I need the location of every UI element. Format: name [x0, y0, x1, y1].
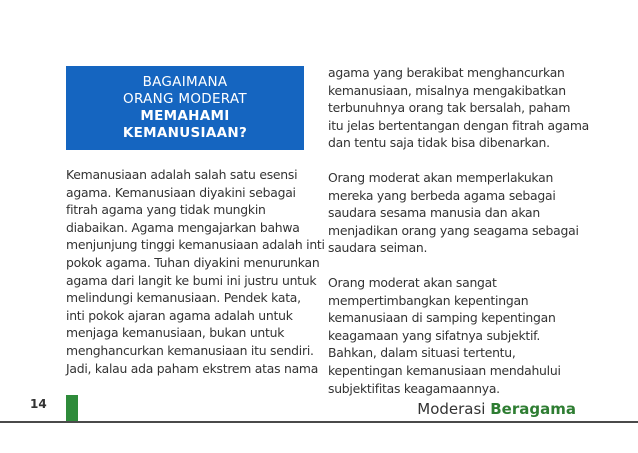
book-title-footer	[417, 400, 576, 418]
text-line: menjadikan orang yang seagama sebagai	[328, 222, 579, 238]
text-line: kemanusiaan, misalnya mengakibatkan	[328, 82, 566, 98]
text-line: agama. Kemanusiaan diyakini sebagai	[66, 184, 296, 200]
text-line: agama yang berakibat menghancurkan	[328, 65, 565, 80]
right-column-text	[328, 64, 596, 414]
title-line-3: MEMAHAMI	[140, 108, 230, 124]
title-line-1: BAGAIMANA	[142, 74, 228, 90]
text-line: Orang moderat akan sangat	[328, 274, 497, 290]
text-line: mempertimbangkan kepentingan	[328, 292, 529, 308]
green-accent-bar	[66, 395, 78, 422]
brand-bold-text: Beragama	[490, 400, 576, 418]
brand-light-text: Moderasi	[417, 400, 486, 418]
text-line: keagamaan yang sifatnya subjektif.	[328, 327, 541, 343]
section-title-box	[66, 66, 304, 150]
paragraph-3	[328, 274, 596, 397]
text-line: menjaga kemanusiaan, bukan untuk	[66, 325, 285, 341]
text-line: menghancurkan kemanusiaan itu sendiri.	[66, 342, 314, 358]
text-line: subjektifitas keagamaannya.	[328, 380, 500, 396]
text-line: agama dari langit ke bumi ini justru untuk	[66, 272, 317, 288]
left-column-text	[66, 166, 325, 377]
text-line: saudara sesama manusia dan akan	[328, 205, 541, 221]
paragraph-2	[328, 169, 596, 257]
text-line: pokok agama. Tuhan diyakini menurunkan	[66, 254, 320, 270]
text-line: kepentingan kemanusiaan mendahului	[328, 362, 561, 378]
text-line: saudara seiman.	[328, 240, 428, 256]
text-line: Jadi, kalau ada paham ekstrem atas nama	[66, 360, 319, 376]
footer-divider	[0, 421, 638, 423]
text-line: diabaikan. Agama mengajarkan bahwa	[66, 219, 300, 235]
text-line: inti pokok ajaran agama adalah untuk	[66, 307, 293, 323]
text-line: Bahkan, dalam situasi tertentu,	[328, 345, 516, 361]
text-line: Orang moderat akan memperlakukan	[328, 169, 554, 185]
title-line-4: KEMANUSIAAN?	[122, 125, 248, 141]
text-line: Kemanusiaan adalah salah satu esensi	[66, 167, 298, 182]
text-line: melindungi kemanusiaan. Pendek kata,	[66, 290, 301, 306]
text-line: dan tentu saja tidak bisa dibenarkan.	[328, 135, 550, 151]
text-line: itu jelas bertentangan dengan fitrah agama	[328, 117, 590, 133]
title-line-2: ORANG MODERAT	[123, 91, 247, 107]
text-line: mereka yang berbeda agama sebagai	[328, 187, 556, 203]
page-number: 14	[30, 397, 47, 411]
text-line: fitrah agama yang tidak mungkin	[66, 202, 266, 218]
text-line: kemanusiaan di samping kepentingan	[328, 310, 556, 326]
text-line: menjunjung tinggi kemanusiaan adalah inti	[66, 237, 325, 253]
paragraph-1	[328, 64, 596, 152]
text-line: terbunuhnya orang tak bersalah, paham	[328, 100, 571, 116]
